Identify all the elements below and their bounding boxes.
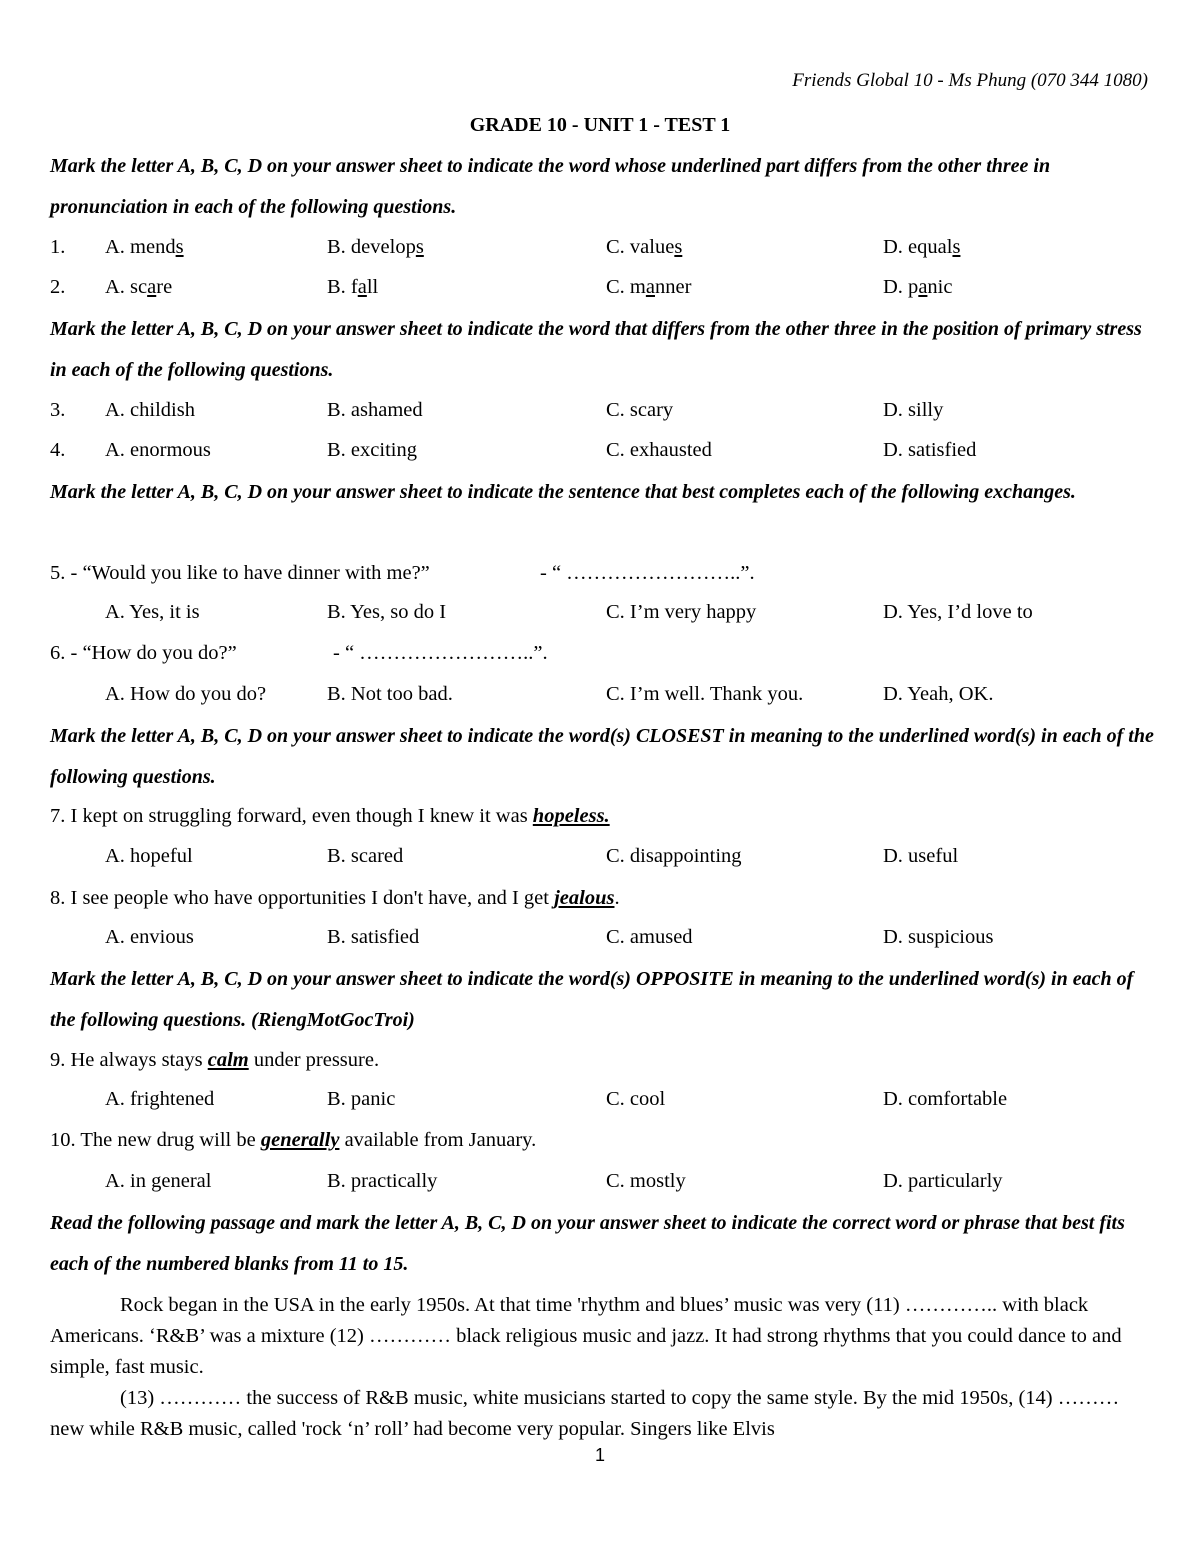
question-6-options xyxy=(50,683,1160,713)
question-9: 9. He always stays calm under pressure. xyxy=(50,1049,380,1071)
question-text: 8. I see people who have opportunities I don't have, and I get xyxy=(50,887,555,909)
question-number: 3. xyxy=(50,399,66,421)
instruction-pronunciation: Mark the letter A, B, C, D on your answer sheet to indicate the word whose underlined part differs from the other three in pronunciation in each of the following questions. xyxy=(50,155,1051,218)
option-b: B. fall xyxy=(327,276,379,298)
answer-blank: - “ ……………………..”. xyxy=(333,642,548,664)
test-title: GRADE 10 - UNIT 1 - TEST 1 xyxy=(469,114,731,136)
answer-blank: - “ ……………………..”. xyxy=(540,562,755,584)
instruction-exchanges: Mark the letter A, B, C, D on your answer sheet to indicate the sentence that best completes each of the following exchanges. xyxy=(50,481,1076,503)
option-b: B. exciting xyxy=(327,439,417,461)
option-b: B. panic xyxy=(327,1088,396,1110)
document-header: Friends Global 10 - Ms Phung (070 344 1080) xyxy=(792,70,1148,91)
option-c: C. exhausted xyxy=(606,439,712,461)
question-text: 5. - “Would you like to have dinner with me?” xyxy=(50,562,430,584)
option-d: D. comfortable xyxy=(883,1088,1008,1110)
option-c: C. amused xyxy=(606,926,693,948)
question-5-options xyxy=(50,601,1160,631)
question-7 xyxy=(50,805,1160,828)
question-8: 8. I see people who have opportunities I don't have, and I get jealous. xyxy=(50,887,620,909)
option-b: B. develops xyxy=(327,236,424,258)
option-d: D. Yes, I’d love to xyxy=(883,601,1033,623)
option-d: D. panic xyxy=(883,276,953,298)
question-5-stem xyxy=(50,562,1160,592)
page-number: 1 xyxy=(594,1445,605,1465)
reading-passage xyxy=(50,1290,1150,1445)
question-text: 10. The new drug will be xyxy=(50,1129,261,1151)
instruction-passage: Read the following passage and mark the letter A, B, C, D on your answer sheet to indicate the correct word or phrase that best fits each of the numbered blanks from 11 to 15. xyxy=(50,1212,1125,1275)
option-b: B. Yes, so do I xyxy=(327,601,447,623)
option-c: C. disappointing xyxy=(606,845,742,867)
option-c: C. cool xyxy=(606,1088,666,1110)
instruction-opposite: Mark the letter A, B, C, D on your answer sheet to indicate the word(s) OPPOSITE in meaning to the underlined word(s) in each of the following questions. (RiengMotGocTroi) xyxy=(50,968,1134,1031)
option-a: A. scare xyxy=(105,276,173,298)
option-a: A. How do you do? xyxy=(105,683,267,705)
option-b: B. satisfied xyxy=(327,926,420,948)
option-c: C. I’m very happy xyxy=(606,601,757,623)
option-a: A. enormous xyxy=(105,439,211,461)
instruction-stress: Mark the letter A, B, C, D on your answer sheet to indicate the word that differs from the other three in the position of primary stress in each of the following questions. xyxy=(50,318,1142,381)
question-6-stem xyxy=(50,642,1160,672)
option-c: C. values xyxy=(606,236,683,258)
option-a: A. childish xyxy=(105,399,195,421)
option-b: B. scared xyxy=(327,845,404,867)
option-a: A. hopeful xyxy=(105,845,193,867)
passage-paragraph: Rock began in the USA in the early 1950s. At that time 'rhythm and blues’ music was very (11) ………….. with black Americans. ‘R&B’ was a mixture (12) ………… black religious music and jazz. It had strong rhythms that you could dance to and simple, fast music. xyxy=(50,1294,1122,1378)
option-d: D. useful xyxy=(883,845,959,867)
option-c: C. I’m well. Thank you. xyxy=(606,683,804,705)
underlined-word: hopeless. xyxy=(532,805,610,827)
question-10-options xyxy=(50,1170,1160,1200)
option-a: A. envious xyxy=(105,926,194,948)
question-text: 7. I kept on struggling forward, even though I knew it was xyxy=(50,805,533,827)
option-d: D. particularly xyxy=(883,1170,1003,1192)
option-d: D. silly xyxy=(883,399,944,421)
passage-paragraph: (13) ………… the success of R&B music, white musicians started to copy the same style. By the mid 1950s, (14) ……… new while R&B music, called 'rock ‘n’ roll’ had become very popular. Singers like Elvis xyxy=(50,1387,1120,1440)
option-a: A. Yes, it is xyxy=(105,601,200,623)
question-2 xyxy=(50,276,1160,306)
option-c: C. mostly xyxy=(606,1170,686,1192)
option-a: A. mends xyxy=(105,236,184,258)
question-10: 10. The new drug will be generally available from January. xyxy=(50,1129,537,1151)
question-3 xyxy=(50,399,1160,429)
option-a: A. in general xyxy=(105,1170,212,1192)
underlined-word: jealous xyxy=(554,887,615,909)
question-1 xyxy=(50,236,1160,266)
option-b: B. Not too bad. xyxy=(327,683,453,705)
question-number: 2. xyxy=(50,276,66,298)
question-7-options xyxy=(50,845,1160,875)
question-text: 6. - “How do you do?” xyxy=(50,642,237,664)
option-a: A. frightened xyxy=(105,1088,215,1110)
option-c: C. scary xyxy=(606,399,674,421)
option-d: D. equals xyxy=(883,236,961,258)
option-b: B. ashamed xyxy=(327,399,423,421)
option-d: D. Yeah, OK. xyxy=(883,683,994,705)
instruction-closest: Mark the letter A, B, C, D on your answer sheet to indicate the word(s) CLOSEST in meaning to the underlined word(s) in each of the following questions. xyxy=(50,725,1154,788)
underlined-word: generally xyxy=(260,1129,340,1151)
option-d: D. satisfied xyxy=(883,439,977,461)
option-d: D. suspicious xyxy=(883,926,994,948)
option-b: B. practically xyxy=(327,1170,438,1192)
question-number: 1. xyxy=(50,236,66,258)
question-9-options xyxy=(50,1088,1160,1118)
underlined-word: calm xyxy=(207,1049,249,1071)
question-number: 4. xyxy=(50,439,66,461)
question-text: 9. He always stays xyxy=(50,1049,208,1071)
question-8-options xyxy=(50,926,1160,956)
question-4 xyxy=(50,439,1160,469)
option-c: C. manner xyxy=(606,276,692,298)
